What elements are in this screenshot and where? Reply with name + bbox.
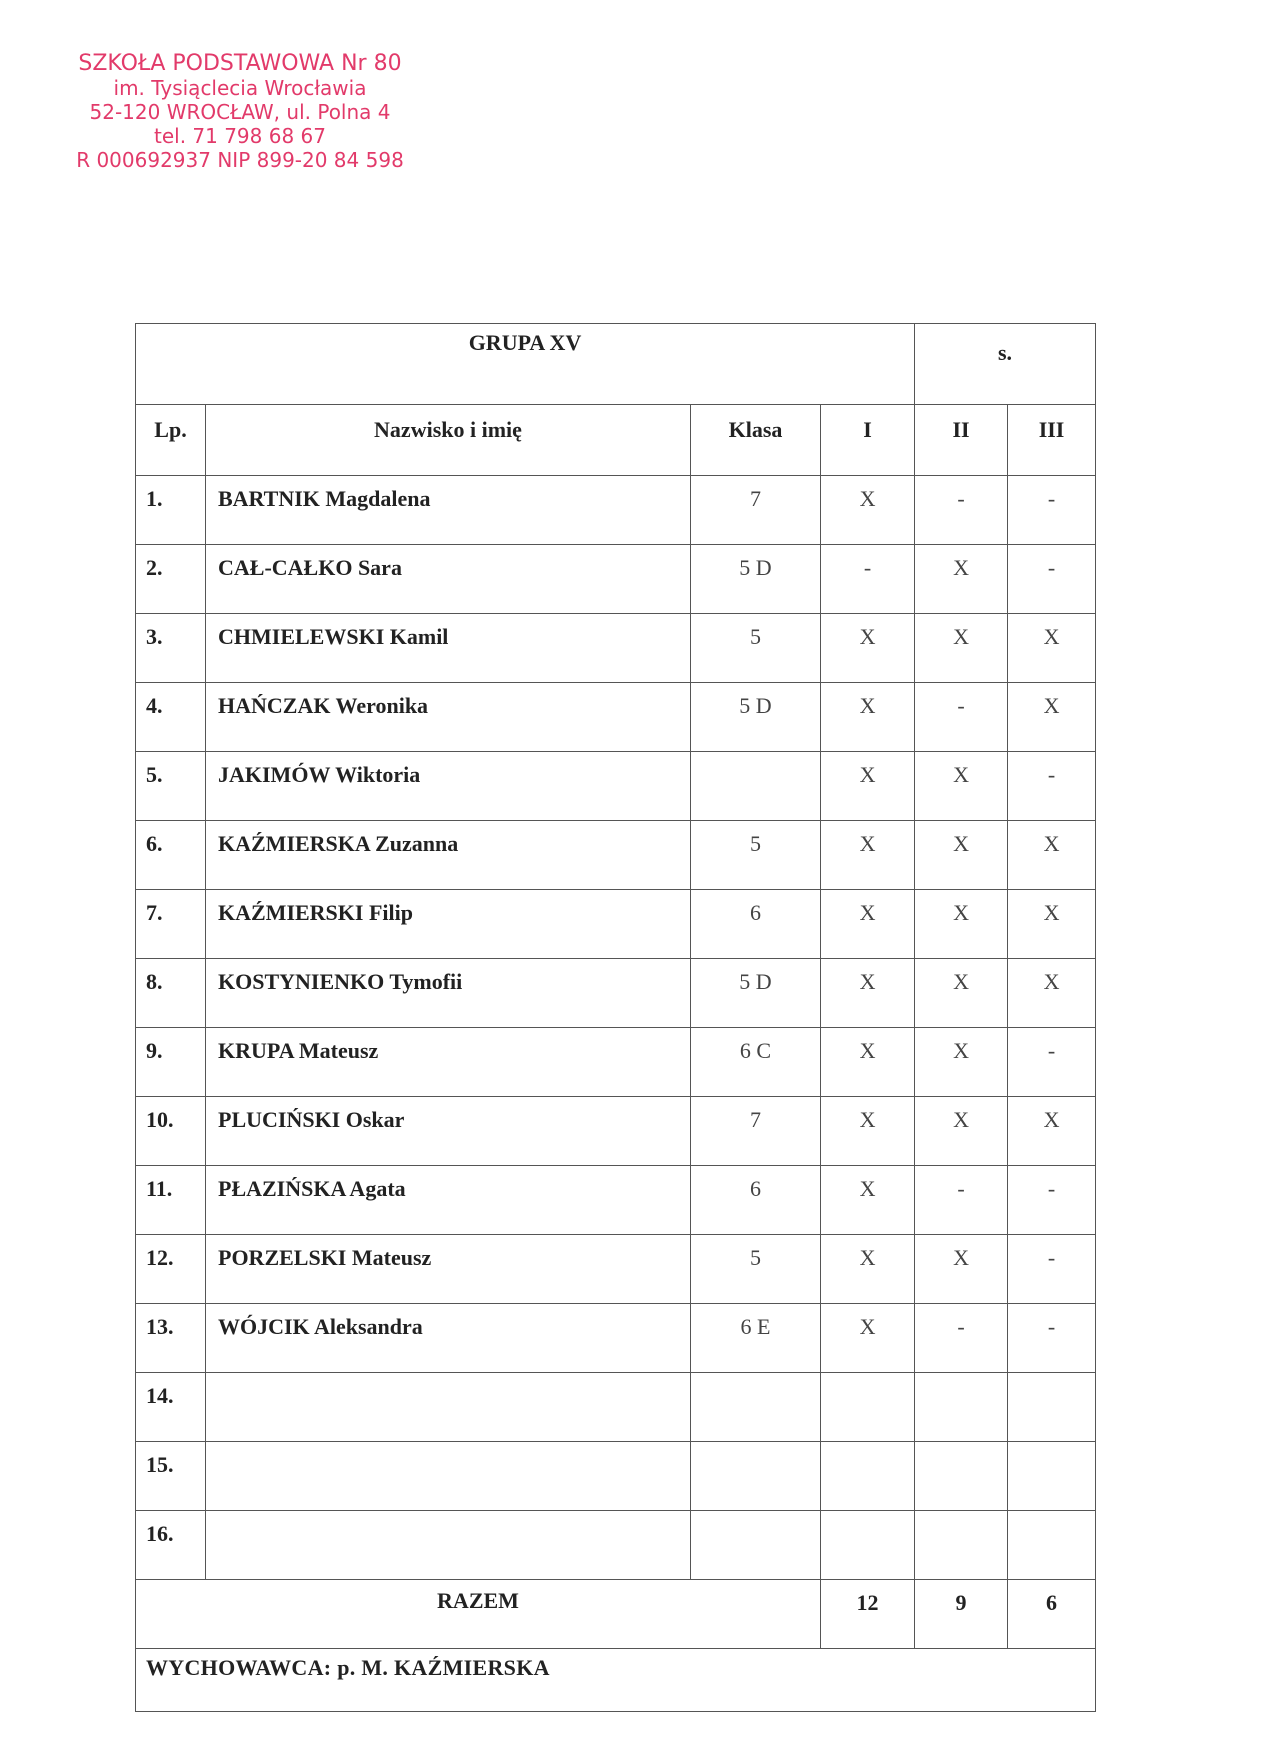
teacher-row <box>136 1649 1096 1712</box>
student-klasa <box>691 752 821 821</box>
student-name <box>206 1442 691 1511</box>
student-klasa <box>691 1373 821 1442</box>
student-name: KAŹMIERSKA Zuzanna <box>206 821 691 890</box>
row-number: 5. <box>136 752 206 821</box>
row-number: 12. <box>136 1235 206 1304</box>
table-row <box>136 821 1096 890</box>
mark-i: X <box>821 1097 915 1166</box>
student-klasa: 5 <box>691 614 821 683</box>
mark-iii: X <box>1008 683 1096 752</box>
student-klasa: 5 D <box>691 545 821 614</box>
table-title: GRUPA XV <box>136 324 915 405</box>
mark-ii: X <box>915 1028 1008 1097</box>
row-number: 14. <box>136 1373 206 1442</box>
mark-iii: - <box>1008 1028 1096 1097</box>
school-stamp <box>70 52 410 172</box>
mark-iii: - <box>1008 1304 1096 1373</box>
row-number: 9. <box>136 1028 206 1097</box>
mark-i: X <box>821 890 915 959</box>
table-row <box>136 1511 1096 1580</box>
student-klasa: 5 <box>691 821 821 890</box>
student-name: KRUPA Mateusz <box>206 1028 691 1097</box>
row-number: 4. <box>136 683 206 752</box>
stamp-line-3: 52-120 WROCŁAW, ul. Polna 4 <box>89 100 391 124</box>
mark-ii <box>915 1373 1008 1442</box>
total-i: 12 <box>821 1580 915 1649</box>
table-body <box>136 324 1096 1712</box>
student-name: JAKIMÓW Wiktoria <box>206 752 691 821</box>
row-number: 8. <box>136 959 206 1028</box>
row-number: 15. <box>136 1442 206 1511</box>
student-name: CHMIELEWSKI Kamil <box>206 614 691 683</box>
mark-i: X <box>821 959 915 1028</box>
mark-ii: X <box>915 1235 1008 1304</box>
total-iii: 6 <box>1008 1580 1096 1649</box>
mark-iii: - <box>1008 752 1096 821</box>
total-label: RAZEM <box>136 1580 821 1649</box>
title-row <box>136 324 1096 405</box>
mark-i: X <box>821 476 915 545</box>
mark-i <box>821 1373 915 1442</box>
stamp-line-2: im. Tysiąclecia Wrocławia <box>113 76 367 100</box>
mark-ii: - <box>915 476 1008 545</box>
table-row <box>136 1304 1096 1373</box>
mark-i <box>821 1442 915 1511</box>
student-name: BARTNIK Magdalena <box>206 476 691 545</box>
row-number: 7. <box>136 890 206 959</box>
row-number: 13. <box>136 1304 206 1373</box>
mark-iii: - <box>1008 545 1096 614</box>
student-name <box>206 1373 691 1442</box>
mark-i: - <box>821 545 915 614</box>
student-name <box>206 1511 691 1580</box>
header-ii: II <box>915 405 1008 476</box>
mark-ii: - <box>915 1166 1008 1235</box>
mark-iii: X <box>1008 821 1096 890</box>
student-name: PLUCIŃSKI Oskar <box>206 1097 691 1166</box>
mark-iii <box>1008 1373 1096 1442</box>
mark-ii: X <box>915 752 1008 821</box>
student-name: PORZELSKI Mateusz <box>206 1235 691 1304</box>
mark-ii: X <box>915 1097 1008 1166</box>
mark-i: X <box>821 1028 915 1097</box>
row-number: 16. <box>136 1511 206 1580</box>
student-klasa: 6 C <box>691 1028 821 1097</box>
s-label: s. <box>915 324 1096 405</box>
table-row <box>136 614 1096 683</box>
student-name: KAŹMIERSKI Filip <box>206 890 691 959</box>
student-name: HAŃCZAK Weronika <box>206 683 691 752</box>
mark-iii: X <box>1008 1097 1096 1166</box>
stamp-line-1: SZKOŁA PODSTAWOWA Nr 80 <box>78 51 402 76</box>
student-klasa: 7 <box>691 1097 821 1166</box>
table-row <box>136 1373 1096 1442</box>
row-number: 6. <box>136 821 206 890</box>
header-klasa: Klasa <box>691 405 821 476</box>
header-i: I <box>821 405 915 476</box>
row-number: 1. <box>136 476 206 545</box>
student-name: WÓJCIK Aleksandra <box>206 1304 691 1373</box>
table-row <box>136 545 1096 614</box>
mark-iii <box>1008 1511 1096 1580</box>
stamp-line-5: R 000692937 NIP 899-20 84 598 <box>76 148 404 172</box>
student-klasa: 7 <box>691 476 821 545</box>
total-ii: 9 <box>915 1580 1008 1649</box>
group-attendance-table <box>135 323 1096 1712</box>
header-lp: Lp. <box>136 405 206 476</box>
student-name: KOSTYNIENKO Tymofii <box>206 959 691 1028</box>
mark-iii: X <box>1008 614 1096 683</box>
student-klasa: 5 D <box>691 683 821 752</box>
mark-ii: X <box>915 821 1008 890</box>
mark-ii: - <box>915 1304 1008 1373</box>
table-row <box>136 683 1096 752</box>
mark-ii: - <box>915 683 1008 752</box>
mark-ii: X <box>915 614 1008 683</box>
row-number: 11. <box>136 1166 206 1235</box>
table-row <box>136 476 1096 545</box>
table-row <box>136 1097 1096 1166</box>
teacher-label: WYCHOWAWCA: p. M. KAŹMIERSKA <box>136 1649 1096 1712</box>
header-name: Nazwisko i imię <box>206 405 691 476</box>
mark-iii: - <box>1008 1235 1096 1304</box>
table-row <box>136 752 1096 821</box>
student-klasa <box>691 1511 821 1580</box>
student-klasa: 6 <box>691 890 821 959</box>
mark-i: X <box>821 1166 915 1235</box>
mark-i <box>821 1511 915 1580</box>
table-row <box>136 1166 1096 1235</box>
header-iii: III <box>1008 405 1096 476</box>
stamp-line-4: tel. 71 798 68 67 <box>153 124 326 148</box>
mark-i: X <box>821 683 915 752</box>
mark-iii: X <box>1008 890 1096 959</box>
mark-ii: X <box>915 959 1008 1028</box>
total-row <box>136 1580 1096 1649</box>
table-row <box>136 1028 1096 1097</box>
mark-i: X <box>821 1235 915 1304</box>
student-name: PŁAZIŃSKA Agata <box>206 1166 691 1235</box>
mark-ii: X <box>915 545 1008 614</box>
student-klasa: 5 <box>691 1235 821 1304</box>
mark-i: X <box>821 821 915 890</box>
student-name: CAŁ-CAŁKO Sara <box>206 545 691 614</box>
mark-ii <box>915 1442 1008 1511</box>
row-number: 2. <box>136 545 206 614</box>
mark-i: X <box>821 614 915 683</box>
mark-i: X <box>821 752 915 821</box>
student-klasa <box>691 1442 821 1511</box>
mark-iii: X <box>1008 959 1096 1028</box>
table-row <box>136 1235 1096 1304</box>
mark-iii <box>1008 1442 1096 1511</box>
mark-i: X <box>821 1304 915 1373</box>
mark-ii: X <box>915 890 1008 959</box>
student-klasa: 5 D <box>691 959 821 1028</box>
table-row <box>136 959 1096 1028</box>
table-row <box>136 1442 1096 1511</box>
header-row <box>136 405 1096 476</box>
mark-iii: - <box>1008 1166 1096 1235</box>
table-row <box>136 890 1096 959</box>
mark-iii: - <box>1008 476 1096 545</box>
mark-ii <box>915 1511 1008 1580</box>
row-number: 10. <box>136 1097 206 1166</box>
student-klasa: 6 <box>691 1166 821 1235</box>
student-klasa: 6 E <box>691 1304 821 1373</box>
row-number: 3. <box>136 614 206 683</box>
